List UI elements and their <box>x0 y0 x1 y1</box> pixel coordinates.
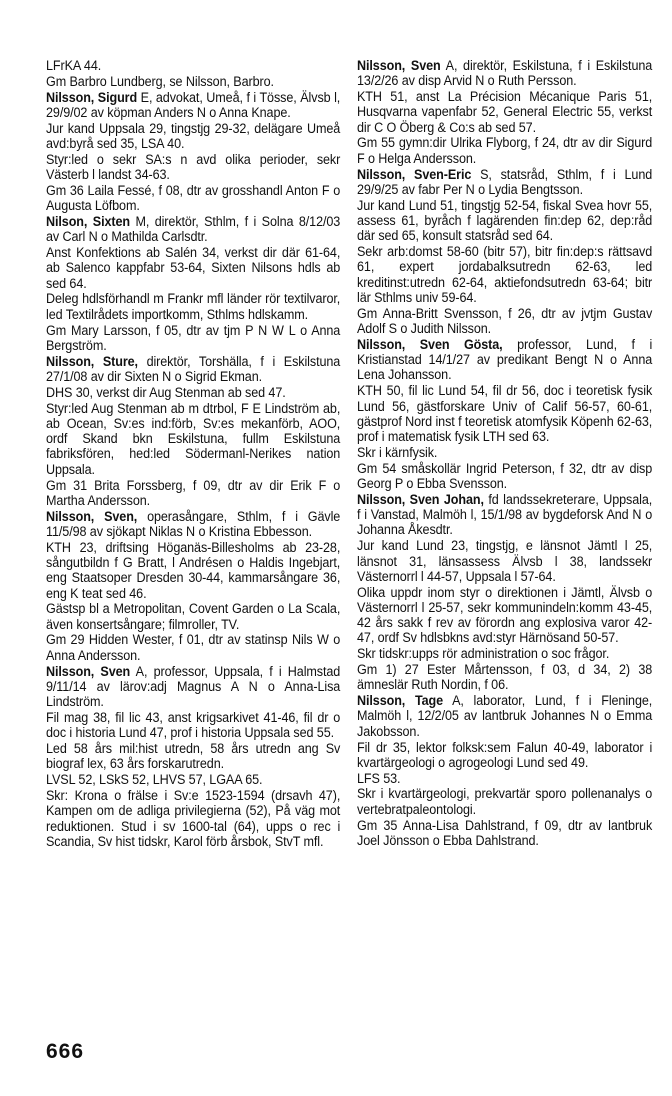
biography-entry <box>357 693 652 739</box>
entry-text: KTH 23, driftsing Höganäs-Billesholms ab 23-28, sångutbildn f G Bratt, l Andrésen o Haldis Ingebjart, eng Staatsoper Dresden 30-44, kammarsångare 36, eng K teat sed 46. <box>46 539 341 601</box>
entry-name: Nilsson, Sven, <box>46 508 138 524</box>
entry-text: Gm 31 Brita Forssberg, f 09, dtr av dir Erik F o Martha Andersson. <box>46 477 341 508</box>
entry-text: Jur kand Lund 23, tingstjg, e länsnot Jämtl l 25, länsnot 31, länsassess Älvsb l 38, landssekr Västernorrl l 44-57, Uppsala l 57-64. <box>357 538 653 584</box>
biography-paragraph <box>46 788 340 849</box>
entry-name: Nilsson, Sven Gösta, <box>357 336 503 352</box>
biography-paragraph <box>46 121 340 152</box>
biography-entry <box>357 58 652 89</box>
entry-text: Sekr arb:domst 58-60 (bitr 57), bitr fin:dep:s rättsavd 61, expert jordabalksutredn 62-63, led kreditinst:utredn 62-64, aktiefondsutredn 63-64; bitr lär Sthlms univ 59-64. <box>357 244 653 305</box>
biography-paragraph <box>46 741 340 772</box>
entry-name: Nilsson, Sven <box>46 663 131 679</box>
biography-entry <box>357 167 652 198</box>
entry-text: Gm 36 Laila Fessé, f 08, dtr av grosshandl Anton F o Augusta Löfbom. <box>46 182 341 214</box>
entry-text: fd landssekreterare, Uppsala, f i Vanstad, Malmöh l, 15/1/98 av bygdeforsk And N o Johanna Åkesdtr. <box>357 491 653 538</box>
entry-name: Nilsson, Sven-Eric <box>357 166 472 182</box>
entry-text: Deleg hdlsförhandl m Frankr mfl länder rör textilvaror, led Textilrådets importkomm, Sthlms hdlskamm. <box>46 291 341 322</box>
entry-text: DHS 30, verkst dir Aug Stenman ab sed 47. <box>46 384 286 400</box>
entry-name: Nilsson, Sven <box>357 58 441 73</box>
biography-entry <box>46 354 340 385</box>
biography-paragraph <box>357 585 652 646</box>
biography-paragraph <box>357 786 652 817</box>
entry-text: E, advokat, Umeå, f i Tösse, Älvsb l, 29/9/02 av köpman Anders N o Anna Knape. <box>46 89 341 120</box>
entry-text: KTH 50, fil lic Lund 54, fil dr 56, doc i teoretisk fysik Lund 56, gästforskare Univ of Calif 56-57, 60-61, gästprof Nord inst f teoretisk atomfysik Köpenh 62-63, prof i matematisk fysik LTH sed 63. <box>357 383 653 445</box>
biography-paragraph <box>46 385 340 400</box>
biography-paragraph <box>357 461 652 492</box>
biography-paragraph <box>357 244 652 305</box>
entry-text: Gästsp bl a Metropolitan, Covent Garden o La Scala, även konsertsångare; filmroller, TV. <box>46 601 341 632</box>
entry-text: Gm 35 Anna-Lisa Dahlstrand, f 09, dtr av lantbruk Joel Jönsson o Ebba Dahlstrand. <box>357 817 653 848</box>
biography-paragraph <box>357 740 652 771</box>
biography-paragraph <box>46 772 340 787</box>
entry-text: Gm Mary Larsson, f 05, dtr av tjm P N W L o Anna Bergström. <box>46 322 341 353</box>
biography-entry <box>46 214 340 245</box>
entry-text: Gm 1) 27 Ester Mårtensson, f 03, d 34, 2) 38 ämneslär Ruth Nordin, f 06. <box>357 662 653 693</box>
page-number: 666 <box>46 1040 85 1063</box>
biography-paragraph <box>46 710 340 741</box>
entry-text: Fil mag 38, fil lic 43, anst krigsarkivet 41-46, fil dr o doc i historia Lund 47, prof i historia Uppsala sed 55. <box>46 709 341 741</box>
biography-paragraph <box>357 818 652 849</box>
biography-paragraph <box>357 306 652 337</box>
entry-text: Jur kand Uppsala 29, tingstjg 29-32, delägare Umeå avd:byrå sed 35, LSA 40. <box>46 120 341 151</box>
biography-paragraph <box>46 540 340 601</box>
biography-paragraph <box>357 89 652 135</box>
biography-entry <box>357 492 652 538</box>
entry-text: Gm Barbro Lundberg, se Nilsson, Barbro. <box>46 73 274 89</box>
biography-paragraph <box>357 538 652 584</box>
entry-text: LFS 53. <box>357 770 401 786</box>
entry-name: Nilsson, Sigurd <box>46 89 138 105</box>
entry-text: Skr i kärnfysik. <box>357 444 438 460</box>
biography-paragraph <box>357 771 652 786</box>
entry-text: A, laborator, Lund, f i Fleninge, Malmöh l, 12/2/05 av lantbruk Johannes N o Emma Jakobsson. <box>357 693 653 739</box>
entry-text: Jur kand Lund 51, tingstjg 52-54, fiskal Svea hovr 55, assess 61, byråch f lagärenden fin:dep 62, dep:råd där sed 65, konsult statsråd sed 64. <box>357 197 653 244</box>
entry-text: Skr i kvartärgeologi, prekvartär sporo pollenanalys o vertebratpaleontologi. <box>357 786 653 817</box>
entry-text: LVSL 52, LSkS 52, LHVS 57, LGAA 65. <box>46 772 263 788</box>
entry-name: Nilsson, Sture, <box>46 353 138 369</box>
entry-text: LFrKA 44. <box>46 58 102 73</box>
biography-paragraph <box>357 646 652 661</box>
biography-paragraph <box>46 74 340 89</box>
left-column <box>46 58 340 850</box>
biography-paragraph <box>46 478 340 509</box>
entry-text: Skr tidskr:upps rör administration o soc frågor. <box>357 646 610 662</box>
biography-paragraph <box>46 601 340 632</box>
entry-text: Olika uppdr inom styr o direktionen i Jämtl, Älvsb o Västernorrl l 25-57, sekr kommunindeln:komm 43-45, 42 års sakk f rev av förordn ang explosiva varor 42-47, ordf Sv hdlsbkns avd:styr Härnösand 50-57. <box>357 584 653 646</box>
entry-name: Nilsson, Sven Johan, <box>357 491 484 507</box>
entry-text: Anst Konfektions ab Salén 34, verkst dir där 61-64, ab Salenco kappfabr 53-64, Sixten Nilsons hdls ab sed 64. <box>46 245 341 291</box>
biography-paragraph <box>46 245 340 291</box>
entry-text: Styr:led o sekr SA:s n avd olika perioder, sekr Västerb l landst 34-63. <box>46 151 341 183</box>
entry-text: A, professor, Uppsala, f i Halmstad 9/11/14 av lärov:adj Magnus A N o Anna-Lisa Lindström. <box>46 663 341 710</box>
biography-paragraph <box>357 198 652 244</box>
biography-entry <box>46 664 340 710</box>
biography-paragraph <box>357 662 652 693</box>
biography-paragraph <box>46 291 340 322</box>
entry-text: A, direktör, Eskilstuna, f i Eskilstuna 13/2/26 av disp Arvid N o Ruth Persson. <box>357 58 653 89</box>
entry-text: direktör, Torshälla, f i Eskilstuna 27/1/08 av dir Sixten N o Sigrid Ekman. <box>46 353 341 384</box>
entry-text: Led 58 års mil:hist utredn, 58 års utredn ang Sv biograf lex, 63 års forskarutredn. <box>46 741 341 772</box>
entry-text: S, statsråd, Sthlm, f i Lund 29/9/25 av fabr Per N o Lydia Bengtsson. <box>357 166 653 197</box>
entry-text: Gm 55 gymn:dir Ulrika Flyborg, f 24, dtr av dir Sigurd F o Helga Andersson. <box>357 135 653 166</box>
entry-text: Styr:led Aug Stenman ab m dtrbol, F E Lindström ab, ab Ocean, Sv:es ind:förb, Sv:es mekanförb, AOO, ordf Skand bkn Eskilstuna, fullm Eskilstuna fabriksfören, hed:led Södermanl-Nerikes nation Uppsala. <box>46 400 341 477</box>
entry-text: M, direktör, Sthlm, f i Solna 8/12/03 av Carl N o Mathilda Carlsdtr. <box>46 213 341 245</box>
biography-paragraph <box>46 183 340 214</box>
entry-text: Skr: Krona o frälse i Sv:e 1523-1594 (drsavh 47), Kampen om de adliga privilegierna (52), På väg mot reduktionen. Stud i sv 1600-tal (64), upps o rec i Scandia, Sv hist tidskr, Karol förb årsbok, StvT mfl. <box>46 787 341 849</box>
entry-text: Fil dr 35, lektor folksk:sem Falun 40-49, laborator i kvartärgeologi o agrogeologi Lund sed 49. <box>357 739 653 770</box>
biography-paragraph <box>357 383 652 444</box>
entry-text: operasångare, Sthlm, f i Gävle 11/5/98 av sjökapt Niklas N o Kristina Ebbesson. <box>46 508 341 539</box>
biography-entry <box>46 90 340 121</box>
entry-text: Gm 29 Hidden Wester, f 01, dtr av statinsp Nils W o Anna Andersson. <box>46 632 341 663</box>
biography-paragraph <box>46 323 340 354</box>
biography-paragraph <box>46 58 340 73</box>
biography-paragraph <box>357 445 652 460</box>
entry-text: Gm 54 småskollär Ingrid Peterson, f 32, dtr av disp Georg P o Ebba Svensson. <box>357 460 653 492</box>
biography-entry <box>46 509 340 540</box>
entry-name: Nilsson, Tage <box>357 693 444 709</box>
entry-text: professor, Lund, f i Kristianstad 14/1/27 av predikant Bengt N o Anna Lena Johansson. <box>357 336 653 383</box>
biography-entry <box>357 337 652 383</box>
biography-paragraph <box>46 152 340 183</box>
entry-text: Gm Anna-Britt Svensson, f 26, dtr av jvtjm Gustav Adolf S o Judith Nilsson. <box>357 305 653 337</box>
biography-paragraph <box>357 135 652 166</box>
biography-paragraph <box>46 401 340 477</box>
entry-name: Nilson, Sixten <box>46 213 130 229</box>
entry-text: KTH 51, anst La Précision Mécanique Paris 51, Husqvarna vapenfabr 52, General Electric 55, verkst dir C O Öberg & Co:s ab sed 57. <box>357 89 653 135</box>
right-column <box>357 58 652 849</box>
biography-paragraph <box>46 632 340 663</box>
